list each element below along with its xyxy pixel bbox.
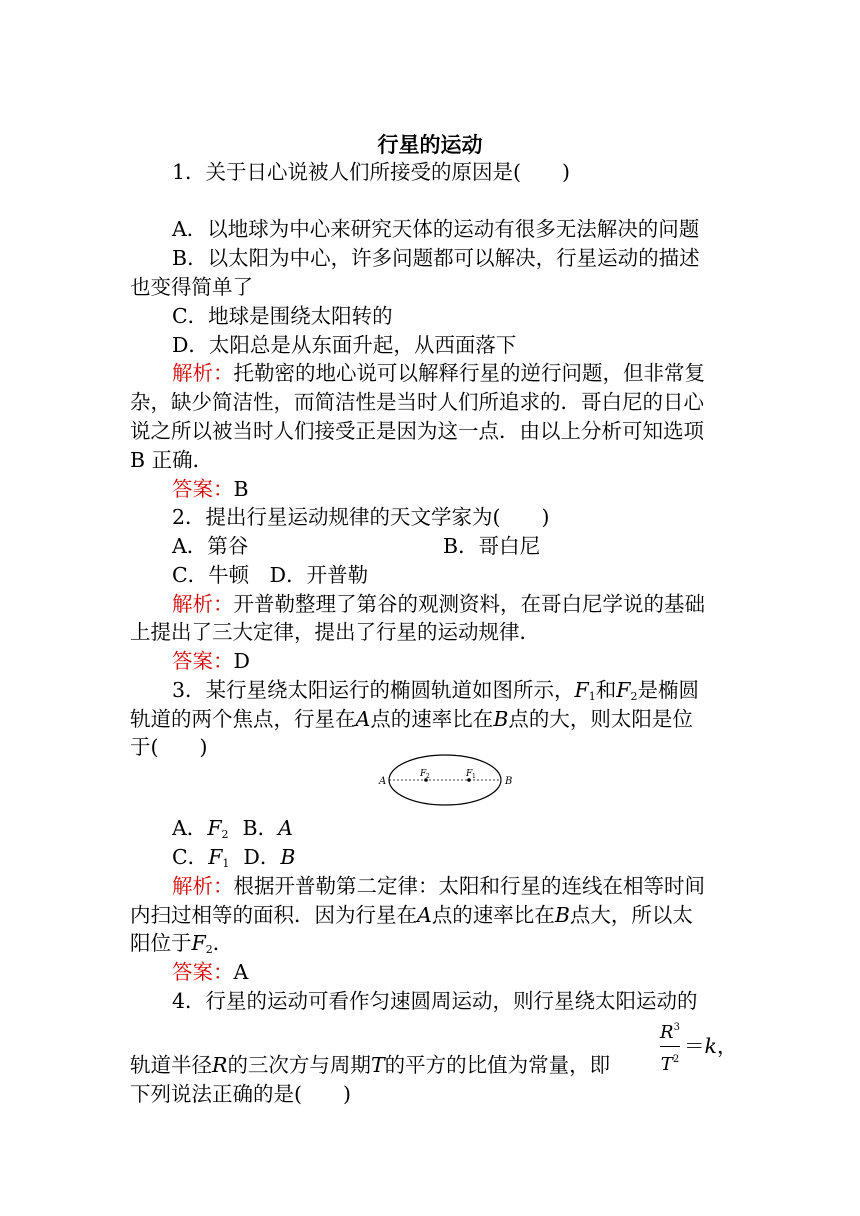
q1-option-c: C．地球是围绕太阳转的 [172, 304, 393, 328]
text: ＝ [684, 1034, 705, 1058]
q3-answer [172, 958, 248, 987]
answer-value: D [233, 649, 250, 673]
q1-option-a: A．以地球为中心来研究天体的运动有很多无法解决的问题 [172, 217, 700, 241]
label-f1-sub: 1 [472, 773, 476, 780]
q1-analysis-line1 [172, 359, 705, 388]
answer-label: 答案： [172, 649, 234, 673]
text: ． [212, 931, 234, 955]
q2-stem: 2．提出行星运动规律的天文学家为( ) [172, 505, 550, 529]
answer-value: B [233, 477, 249, 501]
exponent: 2 [672, 1054, 680, 1065]
q3-stem-line2 [130, 705, 693, 734]
q1-answer [172, 475, 249, 504]
sub: 2 [221, 828, 229, 841]
text: 和 [595, 678, 617, 702]
fraction-r3-t2 [660, 1017, 680, 1076]
text: C． [172, 845, 209, 869]
exponent: 3 [673, 1022, 680, 1033]
sub: 1 [588, 690, 596, 703]
analysis-text: 开普勒整理了第谷的观测资料，在哥白尼学说的基础 [233, 592, 705, 616]
var-r: R [212, 1053, 228, 1077]
q1-analysis-line4: B 正确． [130, 448, 214, 472]
q4-stem-line2 [130, 1051, 610, 1080]
analysis-text: 根据开普勒第二定律：太阳和行星的连线在相等时间 [233, 874, 705, 898]
var-f: F [191, 931, 206, 955]
q1-analysis-line3: 说之所以被当时人们接受正是因为这一点．由以上分析可知选项 [130, 419, 704, 443]
text: D． [243, 845, 281, 869]
q2-option-b: B．哥白尼 [443, 534, 541, 558]
var-a: A [355, 707, 371, 731]
equals-k [684, 1032, 737, 1061]
text: 3．某行星绕太阳运行的椭圆轨道如图所示， [172, 678, 575, 702]
q3-stem-line3: 于( ) [130, 735, 208, 759]
answer-label: 答案： [172, 960, 234, 984]
text: 轨道半径 [130, 1053, 212, 1077]
denominator [660, 1049, 680, 1076]
q2-option-cd: C．牛顿 D．开普勒 [172, 563, 369, 587]
label-f2-sub: 2 [426, 773, 430, 780]
q3-analysis-line1 [172, 872, 705, 901]
text: B． [242, 816, 279, 840]
sub: 1 [222, 857, 230, 870]
q4-stem-line1: 4．行星的运动可看作匀速圆周运动，则行星绕太阳运动的 [172, 989, 698, 1013]
text: 的平方的比值为常量，即 [384, 1053, 611, 1077]
q3-analysis-line2 [130, 901, 693, 930]
text: 轨道的两个焦点，行星在 [130, 707, 356, 731]
analysis-text: 托勒密的地心说可以解释行星的逆行问题，但非常复 [233, 361, 705, 385]
text: 点的速率比在 [431, 903, 555, 927]
var-t: T [660, 1054, 673, 1075]
text: 的三次方与周期 [227, 1053, 371, 1077]
q1-option-d: D．太阳总是从东面升起，从西面落下 [172, 333, 517, 357]
answer-value: A [233, 960, 249, 984]
var-t: T [370, 1053, 385, 1077]
q1-option-b-line1: B．以太阳为中心，许多问题都可以解决，行星运动的描述 [172, 246, 700, 270]
q2-option-a: A．第谷 [172, 534, 249, 558]
label-f1: F [466, 769, 473, 779]
answer-label: 答案： [172, 477, 234, 501]
text: 阳位于 [130, 931, 192, 955]
label-a: A [379, 776, 387, 787]
sub: 2 [630, 690, 638, 703]
var-f: F [208, 845, 223, 869]
text: 点的大，则太阳是位 [508, 707, 693, 731]
page-title: 行星的运动 [377, 132, 483, 157]
q2-analysis-line1 [172, 590, 705, 619]
q2-analysis-line2: 上提出了三大定律，提出了行星的运动规律． [130, 620, 540, 644]
text: 是椭圆 [637, 678, 700, 702]
q4-stem-line3: 下列说法正确的是( ) [130, 1082, 351, 1106]
label-f2: F [420, 769, 427, 779]
q1-analysis-line2: 杂，缺少简洁性，而简洁性是当时人们所追求的．哥白尼的日心 [130, 390, 704, 414]
var-r: R [660, 1022, 674, 1043]
var-f: F [616, 678, 631, 702]
label-b: B [505, 776, 513, 787]
var-f: F [574, 678, 589, 702]
text: 点大，所以太 [569, 903, 693, 927]
text: A． [172, 816, 208, 840]
var-a: A [278, 816, 293, 840]
var-a: A [417, 903, 432, 927]
analysis-label: 解析： [172, 592, 234, 616]
text: 内扫过相等的面积．因为行星在 [130, 903, 417, 927]
ellipse-orbit-figure [370, 752, 520, 812]
analysis-label: 解析： [172, 874, 234, 898]
sub: 2 [205, 943, 213, 956]
var-k: k [704, 1034, 717, 1058]
analysis-label: 解析： [172, 361, 234, 385]
var-f: F [207, 816, 222, 840]
fraction-bar [660, 1046, 680, 1047]
q2-answer [172, 647, 250, 676]
q1-option-b-line2: 也变得简单了 [130, 275, 253, 299]
q1-stem: 1．关于日心说被人们所接受的原因是( ) [172, 160, 571, 184]
var-b: B [280, 845, 296, 869]
text: 点的速率比在 [370, 707, 494, 731]
numerator [660, 1017, 680, 1044]
var-b: B [554, 903, 570, 927]
var-b: B [493, 707, 509, 731]
text: ， [716, 1034, 738, 1058]
